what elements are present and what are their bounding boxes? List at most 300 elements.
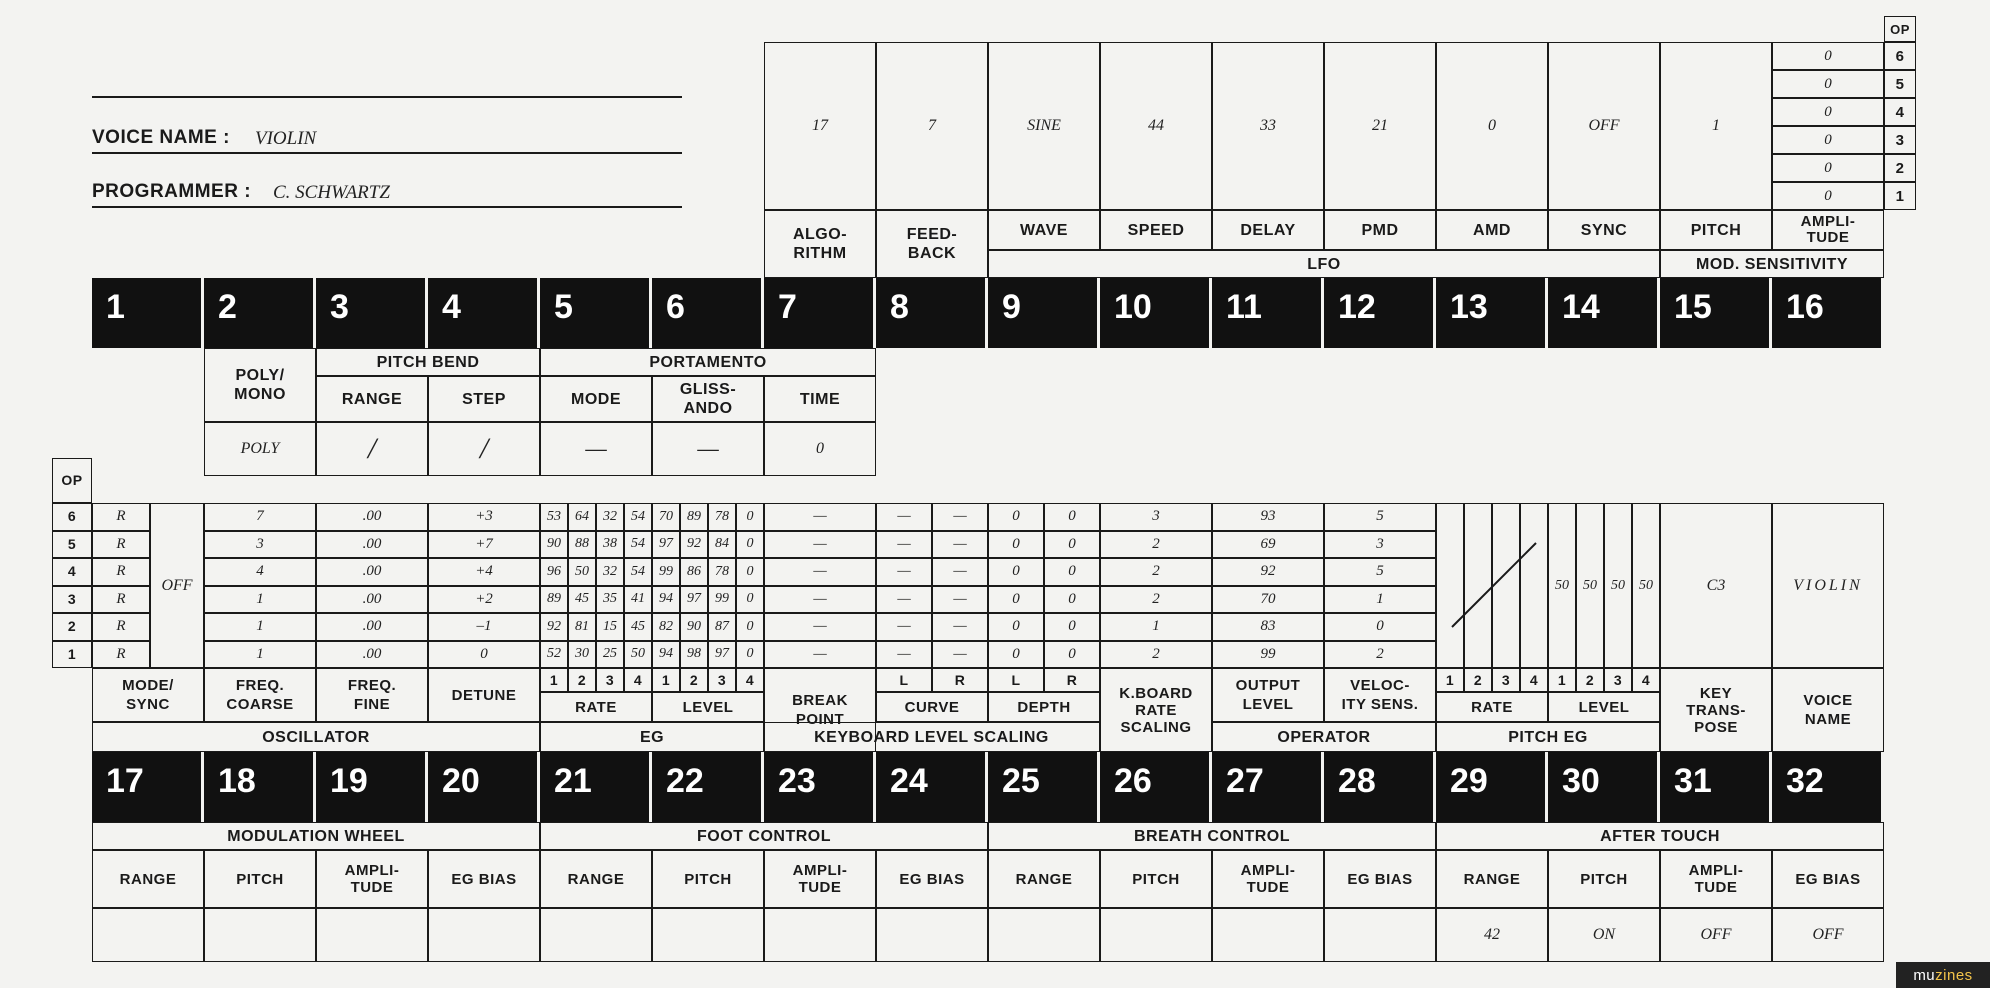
op1-eg-rate-4: 50 [624,641,652,669]
param-number-22: 22 [652,752,761,822]
pitch-eg-level-subnum-2: 2 [1576,668,1604,692]
amp-value-op2: 0 [1772,154,1884,182]
op1-kb-rate-scaling: 2 [1100,641,1212,669]
op4-freq-coarse: 4 [204,558,316,586]
controller-4-col-4-value: OFF [1772,908,1884,962]
param-number-29: 29 [1436,752,1545,822]
param-number-20: 20 [428,752,537,822]
voice-name-value: VIOLIN [255,128,317,149]
pitch-eg-level-subnum-3: 3 [1604,668,1632,692]
controller-3-col-4-label: EG BIAS [1324,850,1436,908]
op-number-5: 5 [52,531,92,559]
op3-freq-fine: .00 [316,586,428,614]
param-number-1: 1 [92,278,201,348]
op4-eg-level-4: 0 [736,558,764,586]
break-point-label: BREAK POINT [764,668,876,752]
op6-eg-rate-2: 64 [568,503,596,531]
param-number-7: 7 [764,278,873,348]
amp-op-header: OP [1884,16,1916,42]
op4-eg-level-1: 99 [652,558,680,586]
controller-group-3: BREATH CONTROL [988,822,1436,850]
op6-break-point: — [764,503,876,531]
param-number-23: 23 [764,752,873,822]
op3-detune: +2 [428,586,540,614]
pitch-eg-level-subnum-1: 1 [1548,668,1576,692]
op6-kb-rate-scaling: 3 [1100,503,1212,531]
op6-curve-r: — [932,503,988,531]
op1-curve-l: — [876,641,932,669]
op5-eg-level-2: 92 [680,531,708,559]
op5-break-point: — [764,531,876,559]
op2-eg-rate-2: 81 [568,613,596,641]
op3-depth-r: 0 [1044,586,1100,614]
controller-1-col-4-label: EG BIAS [428,850,540,908]
amp-op-number-3: 3 [1884,126,1916,154]
op2-eg-level-4: 0 [736,613,764,641]
op4-eg-rate-4: 54 [624,558,652,586]
op4-kb-rate-scaling: 2 [1100,558,1212,586]
op4-mode: R [92,558,150,586]
param-number-3: 3 [316,278,425,348]
controller-1-col-3-label: AMPLI- TUDE [316,850,428,908]
op3-mode: R [92,586,150,614]
controller-2-col-3-value [764,908,876,962]
op4-eg-rate-3: 32 [596,558,624,586]
op1-eg-level-2: 98 [680,641,708,669]
param-number-28: 28 [1324,752,1433,822]
op5-eg-level-1: 97 [652,531,680,559]
top-param-label-6: PMD [1324,210,1436,250]
pitch-eg-level-4: 50 [1632,503,1660,668]
lfo-group-label: LFO [988,250,1660,278]
op5-eg-rate-4: 54 [624,531,652,559]
param-number-26: 26 [1100,752,1209,822]
param-number-30: 30 [1548,752,1657,822]
param-number-25: 25 [988,752,1097,822]
eg-level-subnum-2: 2 [680,668,708,692]
poly-mono-label: POLY/ MONO [204,348,316,422]
param-number-11: 11 [1212,278,1321,348]
op5-depth-l: 0 [988,531,1044,559]
pitch-eg-rate-subnum-2: 2 [1464,668,1492,692]
pitch-bend-step-label: STEP [428,376,540,422]
op3-velocity-sens: 1 [1324,586,1436,614]
controller-2-col-1-label: RANGE [540,850,652,908]
programmer-label: PROGRAMMER : [92,181,252,202]
freq-fine-label: FREQ. FINE [316,668,428,722]
param-number-24: 24 [876,752,985,822]
op6-velocity-sens: 5 [1324,503,1436,531]
op5-eg-rate-3: 38 [596,531,624,559]
op5-depth-r: 0 [1044,531,1100,559]
voice-name-op-value: VIOLIN [1772,503,1884,668]
op5-eg-rate-2: 88 [568,531,596,559]
top-param-label-9: PITCH [1660,210,1772,250]
amp-op-number-2: 2 [1884,154,1916,182]
op6-eg-level-4: 0 [736,503,764,531]
op-number-3: 3 [52,586,92,614]
op6-depth-l: 0 [988,503,1044,531]
op2-eg-level-2: 90 [680,613,708,641]
param-number-6: 6 [652,278,761,348]
op6-curve-l: — [876,503,932,531]
controller-4-col-1-label: RANGE [1436,850,1548,908]
param-number-10: 10 [1100,278,1209,348]
param-number-5: 5 [540,278,649,348]
op2-depth-r: 0 [1044,613,1100,641]
op1-eg-rate-3: 25 [596,641,624,669]
top-param-value-5: 33 [1212,42,1324,210]
op4-eg-level-3: 78 [708,558,736,586]
key-transpose-value: C3 [1660,503,1772,668]
depth-label: DEPTH [988,692,1100,722]
op6-eg-rate-3: 32 [596,503,624,531]
op3-eg-rate-2: 45 [568,586,596,614]
curve-label: CURVE [876,692,988,722]
controller-group-1: MODULATION WHEEL [92,822,540,850]
controller-2-col-4-label: EG BIAS [876,850,988,908]
op3-eg-rate-4: 41 [624,586,652,614]
controller-3-col-4-value [1324,908,1436,962]
op4-curve-l: — [876,558,932,586]
op5-curve-l: — [876,531,932,559]
param-number-21: 21 [540,752,649,822]
pitch-eg-rate-subnum-4: 4 [1520,668,1548,692]
op5-curve-r: — [932,531,988,559]
top-param-value-3: SINE [988,42,1100,210]
op6-eg-rate-4: 54 [624,503,652,531]
key-transpose-label: KEY TRANS- POSE [1660,668,1772,752]
controller-1-col-3-value [316,908,428,962]
depth-l-label: L [988,668,1044,692]
op6-depth-r: 0 [1044,503,1100,531]
param-number-12: 12 [1324,278,1433,348]
detune-label: DETUNE [428,668,540,722]
brand-prefix: mu [1913,966,1936,984]
op6-detune: +3 [428,503,540,531]
controller-1-col-4-value [428,908,540,962]
param-number-19: 19 [316,752,425,822]
top-param-value-9: 1 [1660,42,1772,210]
param-number-2: 2 [204,278,313,348]
top-param-value-4: 44 [1100,42,1212,210]
glissando-label: GLISS- ANDO [652,376,764,422]
op2-curve-r: — [932,613,988,641]
op6-eg-level-2: 89 [680,503,708,531]
controller-2-col-3-label: AMPLI- TUDE [764,850,876,908]
op1-freq-coarse: 1 [204,641,316,669]
param-number-14: 14 [1548,278,1657,348]
op2-eg-level-3: 87 [708,613,736,641]
programmer-value: C. SCHWARTZ [273,182,390,203]
top-param-label-2: FEED- BACK [876,210,988,278]
top-param-label-3: WAVE [988,210,1100,250]
op4-depth-r: 0 [1044,558,1100,586]
param-number-17: 17 [92,752,201,822]
top-param-label-8: SYNC [1548,210,1660,250]
top-param-label-1: ALGO- RITHM [764,210,876,278]
controller-1-col-2-value [204,908,316,962]
op5-eg-level-3: 84 [708,531,736,559]
op1-eg-level-1: 94 [652,641,680,669]
controller-2-col-2-value [652,908,764,962]
pitch-bend-step-value: / [428,422,540,476]
op4-depth-l: 0 [988,558,1044,586]
controller-group-4: AFTER TOUCH [1436,822,1884,850]
param-number-9: 9 [988,278,1097,348]
pitch-eg-level-label: LEVEL [1548,692,1660,722]
controller-4-col-3-label: AMPLI- TUDE [1660,850,1772,908]
glissando-value: — [652,422,764,476]
op3-depth-l: 0 [988,586,1044,614]
param-number-18: 18 [204,752,313,822]
amp-value-op4: 0 [1772,98,1884,126]
kls-group-label: KEYBOARD LEVEL SCALING [764,722,1100,752]
pitch-eg-level-2: 50 [1576,503,1604,668]
amp-op-number-5: 5 [1884,70,1916,98]
param-number-8: 8 [876,278,985,348]
op3-output-level: 70 [1212,586,1324,614]
param-number-4: 4 [428,278,537,348]
op2-eg-rate-3: 15 [596,613,624,641]
op3-eg-rate-1: 89 [540,586,568,614]
op1-output-level: 99 [1212,641,1324,669]
header-rule-voice [92,152,682,154]
portamento-mode-value: — [540,422,652,476]
op3-eg-level-1: 94 [652,586,680,614]
header-rule-programmer [92,206,682,208]
op1-eg-rate-1: 52 [540,641,568,669]
op1-mode: R [92,641,150,669]
top-param-value-6: 21 [1324,42,1436,210]
controller-3-col-2-label: PITCH [1100,850,1212,908]
top-param-label-4: SPEED [1100,210,1212,250]
op-number-2: 2 [52,613,92,641]
op2-depth-l: 0 [988,613,1044,641]
eg-rate-subnum-2: 2 [568,668,596,692]
pitch-eg-rate-sketch [1436,503,1548,668]
op4-velocity-sens: 5 [1324,558,1436,586]
controller-1-col-1-value [92,908,204,962]
amp-value-op3: 0 [1772,126,1884,154]
param-number-16: 16 [1772,278,1881,348]
top-param-value-1: 17 [764,42,876,210]
mode-sync-label: MODE/ SYNC [92,668,204,722]
op1-freq-fine: .00 [316,641,428,669]
op1-break-point: — [764,641,876,669]
brand-logo [1896,962,1990,988]
controller-4-col-2-value: ON [1548,908,1660,962]
top-param-value-8: OFF [1548,42,1660,210]
op2-eg-rate-4: 45 [624,613,652,641]
amp-op-number-6: 6 [1884,42,1916,70]
op2-break-point: — [764,613,876,641]
pitch-bend-label: PITCH BEND [316,348,540,376]
brand-suffix: zines [1935,966,1973,984]
op1-eg-rate-2: 30 [568,641,596,669]
param-number-27: 27 [1212,752,1321,822]
controller-4-col-1-value: 42 [1436,908,1548,962]
op2-kb-rate-scaling: 1 [1100,613,1212,641]
param-number-15: 15 [1660,278,1769,348]
pitch-bend-range-label: RANGE [316,376,428,422]
op2-mode: R [92,613,150,641]
eg-rate-subnum-4: 4 [624,668,652,692]
controller-3-col-2-value [1100,908,1212,962]
op6-mode: R [92,503,150,531]
op1-eg-level-4: 0 [736,641,764,669]
top-param-label-5: DELAY [1212,210,1324,250]
op2-output-level: 83 [1212,613,1324,641]
pitch-eg-level-3: 50 [1604,503,1632,668]
oscillator-group-label: OSCILLATOR [92,722,540,752]
op5-eg-rate-1: 90 [540,531,568,559]
portamento-mode-label: MODE [540,376,652,422]
op2-freq-fine: .00 [316,613,428,641]
controller-group-2: FOOT CONTROL [540,822,988,850]
op5-output-level: 69 [1212,531,1324,559]
op4-output-level: 92 [1212,558,1324,586]
output-level-label: OUTPUT LEVEL [1212,668,1324,722]
op1-velocity-sens: 2 [1324,641,1436,669]
amp-value-op5: 0 [1772,70,1884,98]
eg-group-label: EG [540,722,764,752]
eg-level-subnum-3: 3 [708,668,736,692]
op3-eg-rate-3: 35 [596,586,624,614]
operator-group-label: OPERATOR [1212,722,1436,752]
kb-rate-scaling-label: K.BOARD RATE SCALING [1100,668,1212,752]
amplitude-label: AMPLI- TUDE [1772,210,1884,250]
amp-value-op6: 0 [1772,42,1884,70]
pitch-eg-stroke [1452,543,1536,627]
op5-kb-rate-scaling: 2 [1100,531,1212,559]
op2-velocity-sens: 0 [1324,613,1436,641]
param-number-13: 13 [1436,278,1545,348]
op6-eg-rate-1: 53 [540,503,568,531]
mod-sensitivity-label: MOD. SENSITIVITY [1660,250,1884,278]
param-number-31: 31 [1660,752,1769,822]
eg-rate-subnum-1: 1 [540,668,568,692]
op2-eg-level-1: 82 [652,613,680,641]
controller-1-col-1-label: RANGE [92,850,204,908]
eg-rate-label: RATE [540,692,652,722]
depth-r-label: R [1044,668,1100,692]
curve-r-label: R [932,668,988,692]
controller-2-col-4-value [876,908,988,962]
op5-freq-coarse: 3 [204,531,316,559]
op4-detune: +4 [428,558,540,586]
pitch-eg-rate-label: RATE [1436,692,1548,722]
pitch-eg-rate-subnum-1: 1 [1436,668,1464,692]
controller-2-col-1-value [540,908,652,962]
pitch-bend-range-value: / [316,422,428,476]
op5-detune: +7 [428,531,540,559]
op3-kb-rate-scaling: 2 [1100,586,1212,614]
poly-mono-value: POLY [204,422,316,476]
curve-l-label: L [876,668,932,692]
op1-eg-level-3: 97 [708,641,736,669]
op5-eg-level-4: 0 [736,531,764,559]
velocity-sens-label: VELOC- ITY SENS. [1324,668,1436,722]
op4-eg-rate-2: 50 [568,558,596,586]
op3-freq-coarse: 1 [204,586,316,614]
op1-curve-r: — [932,641,988,669]
controller-3-col-3-value [1212,908,1324,962]
pitch-eg-group-label: PITCH EG [1436,722,1660,752]
op4-eg-level-2: 86 [680,558,708,586]
op-number-1: 1 [52,641,92,669]
op4-curve-r: — [932,558,988,586]
op4-break-point: — [764,558,876,586]
op4-eg-rate-1: 96 [540,558,568,586]
op3-eg-level-2: 97 [680,586,708,614]
op3-curve-l: — [876,586,932,614]
amp-value-op1: 0 [1772,182,1884,210]
portamento-label: PORTAMENTO [540,348,876,376]
op5-mode: R [92,531,150,559]
op5-velocity-sens: 3 [1324,531,1436,559]
op4-freq-fine: .00 [316,558,428,586]
op6-freq-coarse: 7 [204,503,316,531]
voice-name-label-op: VOICE NAME [1772,668,1884,752]
controller-2-col-2-label: PITCH [652,850,764,908]
op-number-4: 4 [52,558,92,586]
pitch-eg-level-1: 50 [1548,503,1576,668]
controller-4-col-2-label: PITCH [1548,850,1660,908]
op3-eg-level-3: 99 [708,586,736,614]
op2-eg-rate-1: 92 [540,613,568,641]
op6-freq-fine: .00 [316,503,428,531]
eg-level-subnum-1: 1 [652,668,680,692]
freq-coarse-label: FREQ. COARSE [204,668,316,722]
top-param-label-7: AMD [1436,210,1548,250]
controller-4-col-3-value: OFF [1660,908,1772,962]
portamento-time-label: TIME [764,376,876,422]
header-rule-top [92,96,682,98]
top-param-value-2: 7 [876,42,988,210]
param-number-32: 32 [1772,752,1881,822]
op3-break-point: — [764,586,876,614]
controller-3-col-1-label: RANGE [988,850,1100,908]
op3-eg-level-4: 0 [736,586,764,614]
op3-curve-r: — [932,586,988,614]
pitch-eg-level-subnum-4: 4 [1632,668,1660,692]
amp-op-number-1: 1 [1884,182,1916,210]
amp-op-number-4: 4 [1884,98,1916,126]
op2-freq-coarse: 1 [204,613,316,641]
op1-depth-r: 0 [1044,641,1100,669]
portamento-time-value: 0 [764,422,876,476]
op-number-6: 6 [52,503,92,531]
controller-3-col-1-value [988,908,1100,962]
op5-freq-fine: .00 [316,531,428,559]
op6-eg-level-1: 70 [652,503,680,531]
op2-curve-l: — [876,613,932,641]
mode-sync-merged-value: OFF [150,503,204,668]
voice-name-label: VOICE NAME : [92,127,230,148]
eg-rate-subnum-3: 3 [596,668,624,692]
controller-4-col-4-label: EG BIAS [1772,850,1884,908]
eg-level-label: LEVEL [652,692,764,722]
eg-level-subnum-4: 4 [736,668,764,692]
op-header: OP [52,458,92,503]
op2-detune: –1 [428,613,540,641]
op6-eg-level-3: 78 [708,503,736,531]
op1-depth-l: 0 [988,641,1044,669]
pitch-eg-rate-subnum-3: 3 [1492,668,1520,692]
op6-output-level: 93 [1212,503,1324,531]
controller-1-col-2-label: PITCH [204,850,316,908]
